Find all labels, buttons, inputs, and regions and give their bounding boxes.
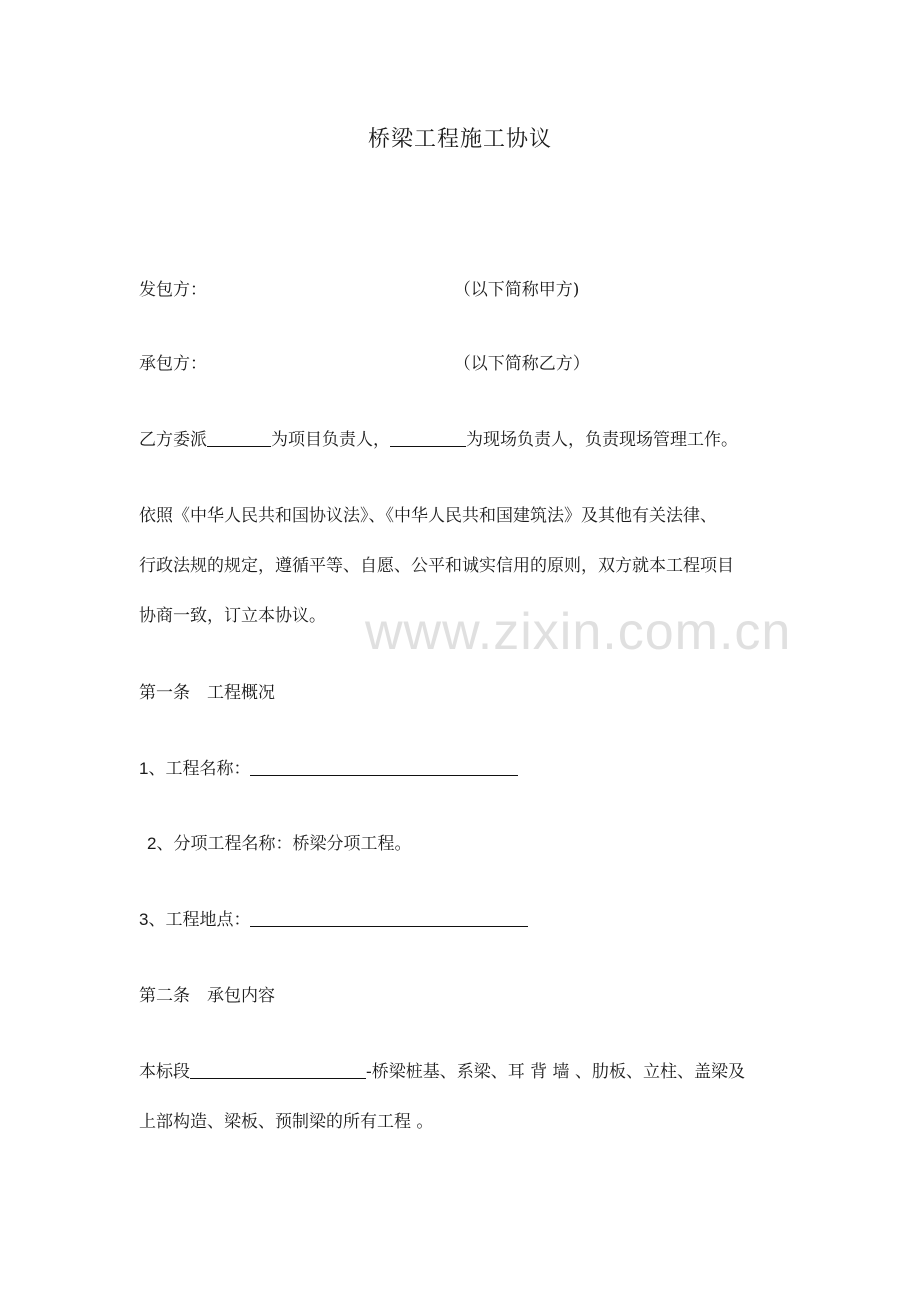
scope-line-1 <box>139 1062 745 1082</box>
delegate-line <box>139 430 738 450</box>
party-b-line <box>139 354 590 374</box>
item-2-text: 、分项工程名称：桥梁分项工程。 <box>156 834 412 854</box>
party-a-label: 发包方： <box>139 280 207 300</box>
article-1-heading: 第一条 工程概况 <box>139 683 275 703</box>
project-name-blank[interactable] <box>250 759 518 776</box>
party-a-line <box>139 280 579 300</box>
section-blank[interactable] <box>190 1062 366 1079</box>
item-3-number: 3 <box>139 910 149 929</box>
item-1-line <box>139 759 518 779</box>
watermark-text: www.zixin.com.cn <box>365 603 792 661</box>
item-1-number: 1 <box>139 759 149 778</box>
item-3-line <box>139 910 528 930</box>
scope-prefix: 本标段 <box>139 1062 190 1082</box>
site-manager-blank[interactable] <box>390 430 466 447</box>
scope-suffix: -桥梁桩基、系梁、耳 背 墙 、肋板、立柱、盖梁及 <box>366 1062 745 1082</box>
document-title: 桥梁工程施工协议 <box>367 127 552 152</box>
item-2-line <box>147 834 411 854</box>
project-location-blank[interactable] <box>250 910 528 927</box>
scope-line-2: 上部构造、梁板、预制梁的所有工程 。 <box>139 1112 434 1132</box>
basis-line-3: 协商一致，订立本协议。 <box>139 606 326 626</box>
article-2-heading: 第二条 承包内容 <box>139 986 275 1006</box>
delegate-mid: 为项目负责人， <box>271 430 390 450</box>
party-a-note: （以下简称甲方) <box>453 280 580 300</box>
delegate-suffix: 为现场负责人，负责现场管理工作。 <box>466 430 738 450</box>
item-3-label: 、工程地点： <box>148 910 251 930</box>
basis-line-1: 依照《中华人民共和国协议法》、《中华人民共和国建筑法》及其他有关法律、 <box>139 506 717 526</box>
basis-line-2: 行政法规的规定，遵循平等、自愿、公平和诚实信用的原则，双方就本工程项目 <box>139 556 734 576</box>
project-manager-blank[interactable] <box>207 430 271 447</box>
delegate-prefix: 乙方委派 <box>139 430 207 450</box>
party-b-label: 承包方： <box>139 354 207 374</box>
item-1-label: 、工程名称： <box>148 759 251 779</box>
party-b-note: （以下简称乙方） <box>453 354 590 374</box>
item-2-number: 2 <box>147 834 157 853</box>
